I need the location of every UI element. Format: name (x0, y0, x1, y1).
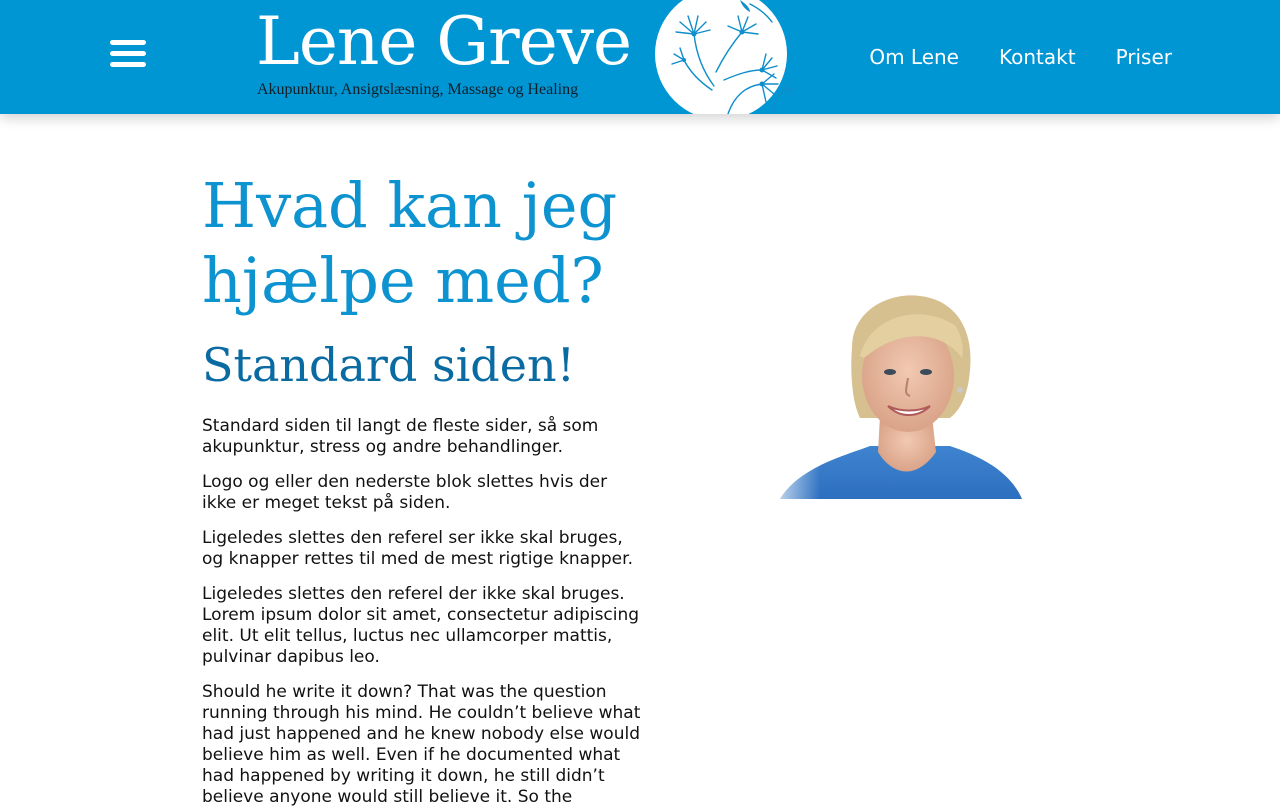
menu-icon-bar (110, 62, 146, 67)
nav-link-priser[interactable]: Priser (1115, 45, 1172, 69)
page-title-line-2: hjælpe med? (202, 244, 604, 317)
dandelion-logo-icon (654, 0, 801, 114)
menu-icon[interactable] (108, 40, 148, 70)
main-content (202, 168, 642, 808)
logo-tagline: Akupunktur, Ansigtslæsning, Massage og Healing (257, 81, 579, 98)
logo-name: Lene Greve (256, 3, 632, 80)
menu-icon-bar (110, 51, 146, 56)
portrait-photo (760, 286, 1022, 499)
body-paragraph: Ligeledes slettes den referel ser ikke skal bruges, og knapper rettes til med de mest rigtige knapper. (202, 528, 633, 569)
nav-link-om-lene[interactable]: Om Lene (869, 45, 959, 69)
page-title (202, 168, 642, 318)
site-header (0, 0, 1280, 114)
main-nav (869, 42, 1172, 72)
menu-icon-bar (110, 40, 146, 45)
site-logo[interactable] (256, 0, 801, 114)
body-paragraph: Standard siden til langt de fleste sider, så som akupunktur, stress og andre behandlinger. (202, 416, 599, 457)
page-subtitle: Standard siden! (202, 338, 576, 392)
body-paragraph: Ligeledes slettes den referel der ikke skal bruges. Lorem ipsum dolor sit amet, consectetur adipiscing elit. Ut elit tellus, luctus nec ullamcorper mattis, pulvinar dapibus leo. (202, 584, 640, 667)
page-title-line-1: Hvad kan jeg (202, 169, 618, 242)
nav-link-kontakt[interactable]: Kontakt (999, 45, 1076, 69)
body-paragraph: Should he write it down? That was the question running through his mind. He couldn’t believe what had just happened and he knew nobody else would believe him as well. Even if he documented what had happened by writing it down, he still didn’t believe anyone would still believe it. So the (202, 682, 641, 807)
body-paragraph: Logo og eller den nederste blok slettes hvis der ikke er meget tekst på siden. (202, 472, 608, 513)
